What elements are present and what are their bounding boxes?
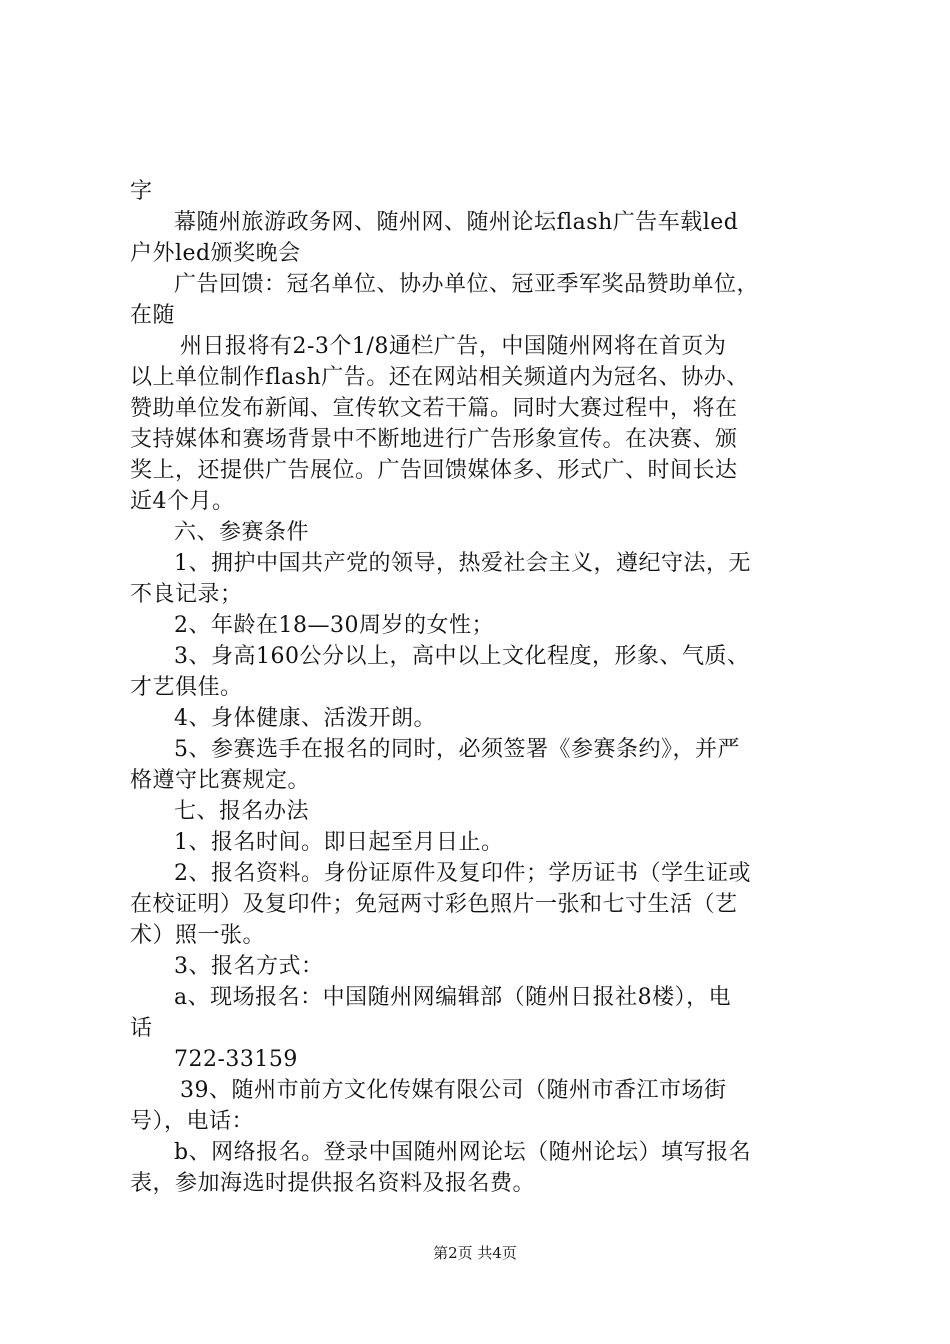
text-line: 39、随州市前方文化传媒有限公司（随州市香江市场街 — [180, 1078, 727, 1103]
text-line: 1、拥护中国共产党的领导，热爱社会主义，遵纪守法，无 — [174, 551, 751, 576]
text-line: 2、报名资料。身份证原件及复印件；学历证书（学生证或 — [174, 861, 751, 886]
text-line: 3、身高160公分以上，高中以上文化程度，形象、气质、 — [174, 644, 750, 669]
text-line: 户外led颁奖晚会 — [130, 241, 301, 266]
text-line: 在随 — [130, 303, 176, 328]
text-line: 以上单位制作flash广告。还在网站相关频道内为冠名、协办、 — [130, 365, 749, 390]
text-line: 5、参赛选手在报名的同时，必须签署《参赛条约》，并严 — [174, 737, 740, 762]
text-line: 在校证明）及复印件；免冠两寸彩色照片一张和七寸生活（艺 — [130, 892, 738, 917]
text-line: 广告回馈：冠名单位、协办单位、冠亚季军奖品赞助单位， — [174, 272, 760, 297]
text-line: b、网络报名。登录中国随州网论坛（随州论坛）填写报名 — [174, 1140, 752, 1165]
text-line: 州日报将有2-3个1/8通栏广告，中国随州网将在首页为 — [180, 334, 727, 359]
text-line: 近4个月。 — [130, 489, 235, 514]
section-heading: 六、参赛条件 — [174, 520, 310, 545]
text-line: 术）照一张。 — [130, 923, 266, 948]
text-line: 1、报名时间。即日起至月日止。 — [174, 830, 504, 855]
section-heading: 七、报名办法 — [174, 799, 310, 824]
page-footer: 第2页 共4页 — [433, 1244, 517, 1262]
text-line: 奖上，还提供广告展位。广告回馈媒体多、形式广、时间长达 — [130, 458, 738, 483]
text-line: 赞助单位发布新闻、宣传软文若干篇。同时大赛过程中，将在 — [130, 396, 738, 421]
text-line: 表，参加海选时提供报名资料及报名费。 — [130, 1171, 536, 1196]
text-line: 格遵守比赛规定。 — [130, 768, 311, 793]
text-line: 才艺俱佳。 — [130, 675, 243, 700]
text-line: 3、报名方式： — [174, 954, 324, 979]
text-line: 字 — [130, 179, 153, 204]
text-line: 不良记录； — [130, 582, 243, 607]
text-line: 号），电话： — [130, 1109, 255, 1134]
text-line: 支持媒体和赛场背景中不断地进行广告形象宣传。在决赛、颁 — [130, 427, 738, 452]
text-line: 话 — [130, 1016, 153, 1041]
text-line: 722-33159 — [174, 1047, 298, 1072]
text-line: 4、身体健康、活泼开朗。 — [174, 706, 436, 731]
text-line: a、现场报名：中国随州网编辑部（随州日报社8楼），电 — [174, 985, 732, 1010]
text-line: 幕随州旅游政务网、随州网、随州论坛flash广告车载led — [174, 210, 739, 235]
text-line: 2、年龄在18—30周岁的女性； — [174, 613, 494, 638]
